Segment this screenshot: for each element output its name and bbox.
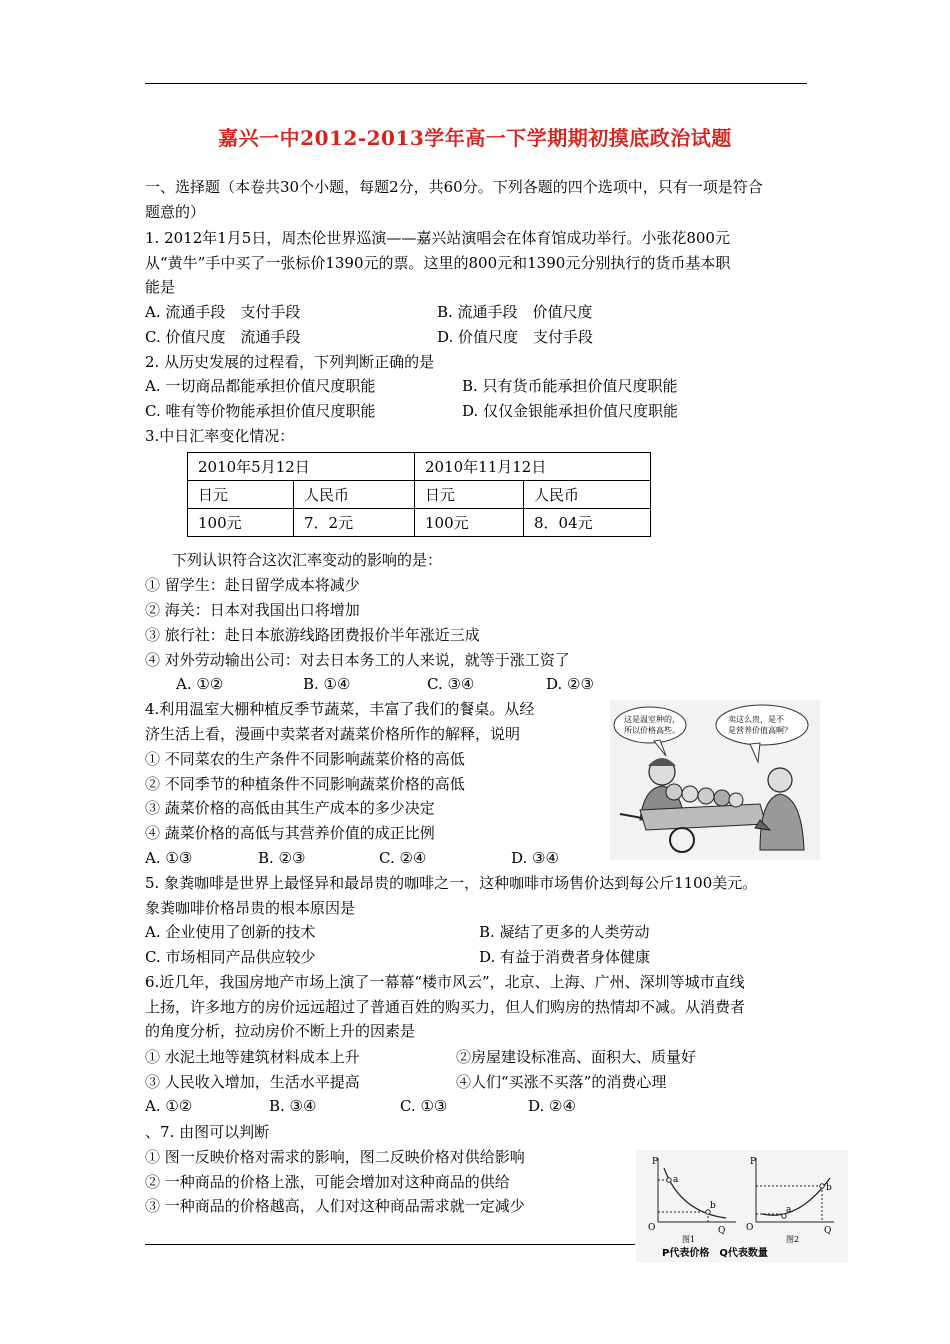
q2-option-a: A. 一切商品都能承担价值尺度职能 — [145, 377, 376, 395]
q3-item: ③ 旅行社：赴日本旅游线路团费报价半年涨近三成 — [145, 626, 480, 644]
q6-stem: 的角度分析，拉动房价不断上升的因素是 — [145, 1022, 416, 1040]
fig1-label: 图1 — [682, 1235, 696, 1244]
bubble-1-line-2: 所以价格高些。 — [624, 726, 680, 735]
table-cell: 7．2元 — [294, 509, 415, 537]
q3-stem: 3.中日汇率变化情况： — [145, 427, 295, 445]
top-rule — [145, 83, 807, 84]
q7-stem: 、7. 由图可以判断 — [145, 1123, 270, 1141]
fig1-axis-p: P — [652, 1157, 659, 1167]
q4-stem: 4.利用温室大棚种植反季节蔬菜，丰富了我们的餐桌。从经 — [145, 700, 535, 718]
q4-item: ④ 蔬菜价格的高低与其营养价值的成正比例 — [145, 824, 435, 842]
fig1-origin: O — [648, 1223, 656, 1233]
q5-stem: 5. 象粪咖啡是世界上最怪异和最昂贵的咖啡之一，这种咖啡市场售价达到每公斤1100美元。 — [145, 874, 758, 892]
bubble-1-line-1: 这是温室种的， — [624, 715, 680, 724]
q6-option-d: D. ②④ — [528, 1097, 576, 1115]
q3-option-a: A. ①② — [176, 675, 224, 693]
fig2-point-a: a — [786, 1205, 792, 1215]
bubble-2-line-1: 卖这么贵，是不 — [728, 715, 784, 724]
q3-item: ④ 对外劳动输出公司：对去日本务工的人来说，就等于涨工资了 — [145, 651, 570, 669]
q3-option-d: D. ②③ — [546, 675, 594, 693]
q4-item: ① 不同菜农的生产条件不同影响蔬菜价格的高低 — [145, 750, 465, 768]
q3-option-b: B. ①④ — [303, 675, 351, 693]
q4-stem: 济生活上看，漫画中卖菜者对蔬菜价格所作的解释，说明 — [145, 725, 521, 743]
q6-item: ③ 人民收入增加，生活水平提高 — [145, 1073, 360, 1091]
page-title: 嘉兴一中2012-2013学年高一下学期期初摸底政治试题 — [218, 126, 732, 150]
fig2-axis-q: Q — [824, 1226, 832, 1236]
q1-option-c: C. 价值尺度 流通手段 — [145, 328, 301, 346]
q5-option-a: A. 企业使用了创新的技术 — [145, 923, 316, 941]
q4-item: ③ 蔬菜价格的高低由其生产成本的多少决定 — [145, 799, 435, 817]
section-header: 一、选择题（本卷共30个小题，每题2分，共60分。下列各题的四个选项中，只有一项是符合 — [145, 178, 763, 196]
q5-stem: 象粪咖啡价格昂贵的根本原因是 — [145, 899, 356, 917]
q7-item: ③ 一种商品的价格越高，人们对这种商品需求就一定减少 — [145, 1197, 525, 1215]
q4-option-a: A. ①③ — [145, 849, 193, 867]
q4-option-b: B. ②③ — [258, 849, 306, 867]
vegetable-seller-cartoon — [610, 700, 820, 860]
q5-option-c: C. 市场相同产品供应较少 — [145, 948, 316, 966]
fig1-axis-q: Q — [718, 1226, 726, 1236]
q4-option-c: C. ②④ — [379, 849, 427, 867]
table-date-1: 2010年5月12日 — [188, 453, 415, 481]
price-quantity-figure — [636, 1150, 848, 1262]
q3-item: ① 留学生：赴日留学成本将减少 — [145, 576, 360, 594]
section-header-cont: 题意的） — [145, 203, 206, 221]
fig2-axis-p: P — [750, 1157, 757, 1167]
bubble-2-line-2: 是营养价值高啊？ — [728, 726, 792, 735]
fig2-origin: O — [746, 1223, 754, 1233]
q2-option-d: D. 仅仅金银能承担价值尺度职能 — [462, 402, 679, 420]
q6-item: ① 水泥土地等建筑材料成本上升 — [145, 1048, 360, 1066]
q1-stem: 1. 2012年1月5日，周杰伦世界巡演——嘉兴站演唱会在体育馆成功举行。小张花800元 — [145, 229, 730, 247]
q2-option-c: C. 唯有等价物能承担价值尺度职能 — [145, 402, 376, 420]
table-cell: 8．04元 — [524, 509, 651, 537]
table-header-rmb-2: 人民币 — [524, 481, 651, 509]
fig1-point-b: b — [710, 1201, 716, 1211]
q6-item: ②房屋建设标准高、面积大、质量好 — [456, 1048, 697, 1066]
q6-option-b: B. ③④ — [269, 1097, 317, 1115]
table-date-2: 2010年11月12日 — [415, 453, 651, 481]
figure-caption: P代表价格 Q代表数量 — [662, 1248, 768, 1259]
fig2-label: 图2 — [786, 1235, 800, 1244]
q3-item: ② 海关：日本对我国出口将增加 — [145, 601, 360, 619]
q1-stem: 能是 — [145, 278, 176, 296]
q7-item: ① 图一反映价格对需求的影响，图二反映价格对供给影响 — [145, 1148, 525, 1166]
q3-option-c: C. ③④ — [427, 675, 475, 693]
q1-option-b: B. 流通手段 价值尺度 — [437, 303, 593, 321]
q2-option-b: B. 只有货币能承担价值尺度职能 — [462, 377, 678, 395]
table-header-rmb-1: 人民币 — [294, 481, 415, 509]
exchange-rate-table — [187, 452, 651, 537]
q5-option-d: D. 有益于消费者身体健康 — [479, 948, 651, 966]
table-cell: 100元 — [415, 509, 524, 537]
fig2-point-b: b — [826, 1183, 832, 1193]
q6-option-c: C. ①③ — [400, 1097, 448, 1115]
q6-stem: 6.近几年，我国房地产市场上演了一幕幕“楼市风云”，北京、上海、广州、深圳等城市直线 — [145, 973, 745, 991]
q6-item: ④人们“买涨不买落”的消费心理 — [456, 1073, 667, 1091]
table-cell: 100元 — [188, 509, 294, 537]
q4-item: ② 不同季节的种植条件不同影响蔬菜价格的高低 — [145, 775, 465, 793]
q1-stem: 从“黄牛”手中买了一张标价1390元的票。这里的800元和1390元分别执行的货币基本职 — [145, 254, 731, 272]
q6-option-a: A. ①② — [145, 1097, 193, 1115]
q4-option-d: D. ③④ — [511, 849, 559, 867]
q2-stem: 2. 从历史发展的过程看，下列判断正确的是 — [145, 353, 435, 371]
q5-option-b: B. 凝结了更多的人类劳动 — [479, 923, 650, 941]
table-header-yen-1: 日元 — [188, 481, 294, 509]
bottom-rule — [145, 1244, 635, 1245]
q1-option-d: D. 价值尺度 支付手段 — [437, 328, 594, 346]
fig1-point-a: a — [673, 1175, 679, 1185]
q7-item: ② 一种商品的价格上涨，可能会增加对这种商品的供给 — [145, 1173, 510, 1191]
q3-lead: 下列认识符合这次汇率变动的影响的是： — [172, 551, 443, 569]
q1-option-a: A. 流通手段 支付手段 — [145, 303, 301, 321]
table-header-yen-2: 日元 — [415, 481, 524, 509]
q6-stem: 上扬，许多地方的房价远远超过了普通百姓的购买力，但人们购房的热情却不减。从消费者 — [145, 998, 746, 1016]
